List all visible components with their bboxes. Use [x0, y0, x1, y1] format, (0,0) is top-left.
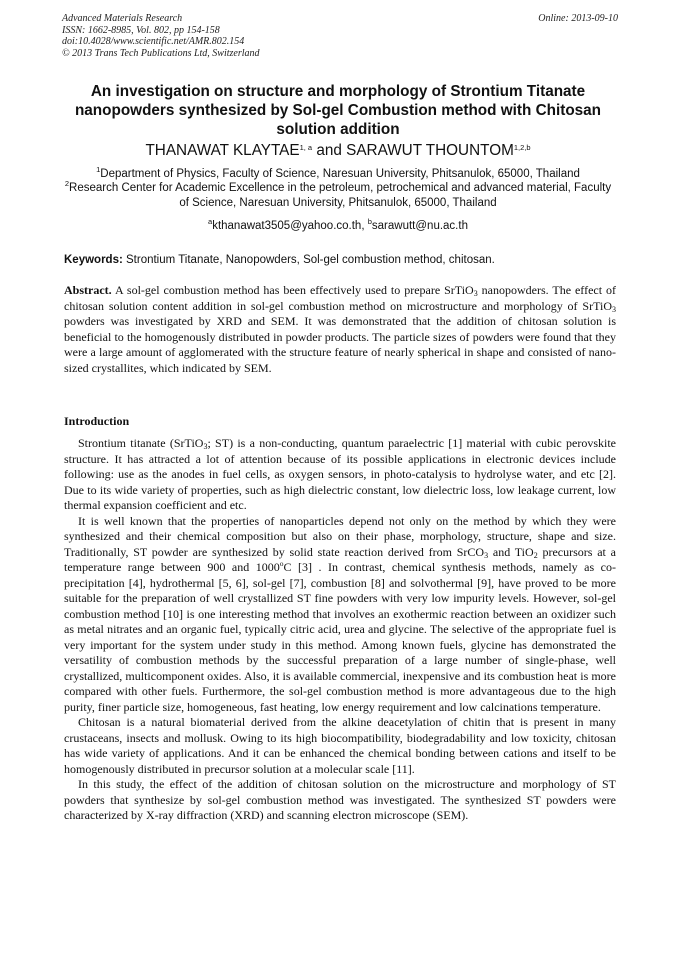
introduction-body: [64, 436, 616, 824]
journal-doi: doi:10.4028/www.scientific.net/AMR.802.154: [62, 36, 245, 48]
journal-copyright: © 2013 Trans Tech Publications Ltd, Switzerland: [62, 47, 260, 59]
keywords-text: Strontium Titanate, Nanopowders, Sol-gel combustion method, chitosan.: [126, 254, 495, 266]
abstract-paragraph: [64, 283, 616, 376]
subscript: 3: [473, 289, 478, 298]
email-marker: a: [208, 217, 213, 226]
subscript: 3: [203, 442, 208, 451]
subscript: 3: [612, 304, 616, 314]
paper-title: An investigation on structure and morphology of Strontium Titanate nanopowders synthesized by Sol-gel Combustion method with Chitosan solution addition: [74, 83, 602, 138]
intro-paragraph-3: Chitosan is a natural biomaterial derived from the alkine deacetylation of chitin that is present in many crustaceans, insects and mollusk. Owing to its high biocompatibility, biodegradability and low toxicity, chitosan has wide variety of applications. And it can be enhanced the chemical bonding between cations and itself to be homogenously distributed in precursor solution at a molecular scale [11].: [64, 715, 616, 776]
subscript: 2: [533, 550, 538, 560]
abstract-label: Abstract.: [64, 283, 112, 297]
intro-paragraph-1: [64, 436, 616, 514]
keywords: [64, 253, 616, 267]
keywords-label: Keywords:: [64, 254, 123, 266]
intro-paragraph-4: In this study, the effect of the addition of chitosan solution on the microstructure and morphology of ST powders that synthesize by sol-gel combustion method was investigated. The synthesized ST powders were characterized by X-ray diffraction (XRD) and scanning electron microscope (SEM).: [64, 777, 616, 822]
affiliations: [60, 167, 616, 210]
abstract: [64, 283, 616, 376]
online-date: Online: 2013-09-10: [538, 13, 618, 24]
author-line: [60, 141, 616, 160]
intro-paragraph-2: [64, 514, 616, 716]
abstract-text: powders was investigated by XRD and SEM. It was demonstrated that the addition of chitosan solution is beneficial to the homogenously distributed in powder products. The particle sizes of powders were found that they were a large amount of agglomerated with the structure feature of nearly spherical in shape and consisted of nano-sized crystallites, which indicated by SEM.: [64, 314, 616, 375]
abstract-text: nanopowders. The effect of chitosan solution content addition in sol-gel combustion method on microstructure and morphology of SrTiO: [64, 283, 617, 313]
paragraph-text: Strontium titanate (SrTiO: [78, 436, 204, 450]
author-name: THANAWAT KLAYTAE: [145, 142, 300, 159]
affiliation-marker: 1: [96, 165, 101, 174]
paragraph-text: C [3] . In contrast, chemical synthesis methods, namely as co-precipitation [4], hydrothermal [5, 6], sol-gel [7], combustion [8] and solvothermal [9], have proved to be more suitable for the preparation of well crystallized ST fine powders with very low impurity levels. However, sol-gel combustion method [10] is one interesting method that involves an exothermic reaction between an oxidizer such as metal nitrates and an organic fuel, typically citric acid, urea and glycine. The selective of the appropriate fuel is very important for the system under study in this method. Among known fuels, glycine has demonstrated the versatility of combustion methods by the successful preparation of a large number of single-phase, well crystallized, multicomponent oxides. Also, it is available commercial, inexpensive and its combustion heat is more compared with other fuels. Furthermore, the sol-gel combustion method is more advantageous due to the high purity, finer particle size, homogeneous, fast heating, low energy requirement and low calcinations temperature.: [64, 560, 616, 714]
affiliation-text: Department of Physics, Faculty of Science, Naresuan University, Phitsanulok, 65000, Thailand: [100, 168, 580, 180]
affiliation-2: [60, 181, 616, 210]
abstract-text: A sol-gel combustion method has been effectively used to prepare SrTiO: [114, 283, 474, 297]
author-name: SARAWUT THOUNTOM: [346, 142, 514, 159]
paragraph-text: and TiO: [488, 544, 534, 559]
affiliation-1: [60, 167, 616, 181]
author-conjunction: and: [316, 142, 342, 159]
paragraph-text: precursors at a temperature range between 900 and 1000: [64, 544, 617, 574]
paragraph-text: It is well known that the properties of nanoparticles depend not only on the method by which they were synthesized and their chemical composition but also on their phase, morphology, structure, shape and size. Traditionally, ST powder are synthesized by solid state reaction derived from SrCO: [64, 513, 616, 559]
journal-name: Advanced Materials Research: [62, 13, 183, 24]
section-heading-introduction: Introduction: [64, 414, 130, 428]
subscript: 3: [484, 550, 489, 560]
journal-issn: ISSN: 1662-8985, Vol. 802, pp 154-158: [62, 24, 220, 36]
affiliation-text: Research Center for Academic Excellence in the petroleum, petrochemical and advanced material, Faculty of Science, Naresuan University, Phitsanulok, 65000, Thailand: [69, 182, 612, 209]
journal-header: [62, 13, 618, 59]
author-affil-marker: 1, a: [299, 143, 313, 152]
email-address[interactable]: sarawutt@nu.ac.th: [371, 220, 468, 232]
author-affil-marker: 1,2,b: [513, 143, 531, 152]
paragraph-text: ; ST) is a non-conducting, quantum paraelectric [1] material with cubic perovskite structure. It has attracted a lot of attention because of its possible applications in electronic devices include following: use as the anodes in fuel cells, as oxygen sensors, in photo-catalysis to hydrolyse water, and etc [2]. Due to its wide variety of properties, such as high dielectric constant, low dielectric loss, low leakage current, low thermal expansion coefficient and etc.: [64, 436, 616, 512]
superscript: o: [279, 559, 284, 568]
affiliation-marker: 2: [64, 179, 70, 189]
email-line: [60, 219, 616, 233]
email-address[interactable]: kthanawat3505@yahoo.co.th,: [212, 220, 365, 232]
email-marker: b: [367, 217, 372, 226]
